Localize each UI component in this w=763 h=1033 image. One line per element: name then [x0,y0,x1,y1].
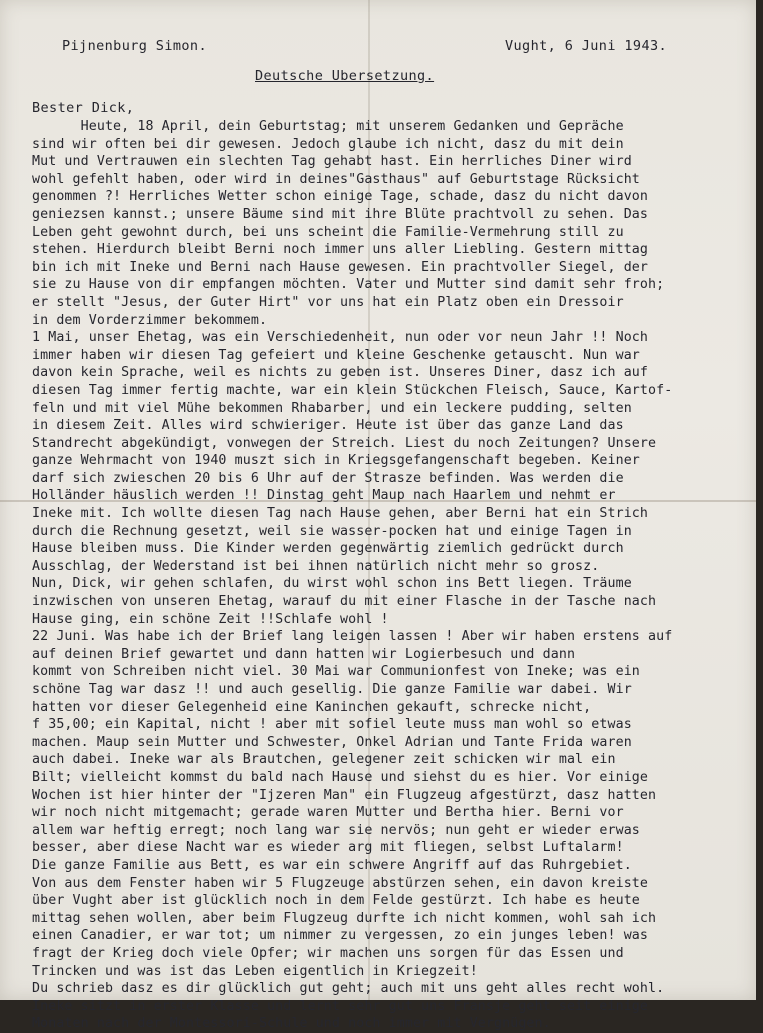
letter-line: in dem Vorderzimmer bekommem. [32,312,268,328]
letter-line: stehen. Hierdurch bleibt Berni noch immer uns aller Liebling. Gestern mittag [32,242,649,258]
letter-line: wir noch nicht mitgemacht; gerade waren Mutter und Bertha hier. Berni vor [32,805,624,821]
letter-line: hatten vor dieser Gelegenheid eine Kaninchen gekauft, schrecke nicht, [32,699,592,715]
letter-line: Holländer häuslich werden !! Dinstag geht Maup nach Haarlem und nehmt er [32,488,616,504]
letter-line: immer haben wir diesen Tag gefeiert und kleine Geschenke getauscht. Nun war [32,347,640,363]
letter-line: kommt von Schreiben nicht viel. 30 Mai war Communionfest von Ineke; was ein [32,664,640,680]
document-title: Deutsche Ubersetzung. [255,68,435,84]
letter-line: in diesem Zeit. Alles wird schwieriger. Heute ist über das ganze Land das [32,418,624,434]
letter-line: Von aus dem Fenster haben wir 5 Flugzeuge abstürzen sehen, ein davon kreiste [32,875,649,891]
letter-line: 22 Juni. Was habe ich der Brief lang leigen lassen ! Aber wir haben erstens auf [32,629,673,645]
letter-line: machen. Maup sein Mutter und Schwester, Onkel Adrian und Tante Frida waren [32,734,632,750]
letter-line: Heute, 18 April, dein Geburtstag; mit unserem Gedanken und Gepräche [32,119,624,134]
letter-line: allem war heftig erregt; noch lang war sie nervös; nun geht er wieder erwas [32,822,640,838]
letter-line: auch dabei. Ineke war als Brautchen, gelegener zeit schicken wir mal ein [32,752,616,768]
letter-line: 1 Mai, unser Ehetag, was ein Verschiedenheit, nun oder vor neun Jahr !! Noch [32,330,649,346]
letter-line: sie zu Hause von dir empfangen möchten. Vater und Mutter sind damit sehr froh; [32,277,665,293]
letter-line: auf deinen Brief gewartet und dann hatten wir Logierbesuch und dann [32,646,576,662]
letter-body [32,118,756,1033]
letter-line: Ausschlag, der Wederstand ist bei ihnen natürlich nicht mehr so grosz. [32,558,600,574]
letter-line: genommen ?! Herrliches Wetter schon einige Tage, schade, dasz du nicht davon [32,189,649,205]
letter-line: über Vught aber ist glücklich noch in dem Felde gestürzt. Ich habe es heute [32,893,640,909]
letter-line: Standrecht abgekündigt, vonwegen der Streich. Liest du noch Zeitungen? Unsere [32,435,657,451]
letter-line: Du schrieb dasz es dir glücklich gut geht; auch mit uns geht alles recht wohl. [32,981,665,997]
letter-line: er stellt "Jesus, der Guter Hirt" vor uns hat ein Platz oben ein Dressoir [32,294,624,310]
sender-name: Pijnenburg Simon. [62,38,207,54]
letter-line: sind wir often bei dir gewesen. Jedoch glaube ich nicht, dasz du mit dein [32,136,624,152]
letter-line: bin ich mit Ineke und Berni nach Hause gewesen. Ein prachtvoller Siegel, der [32,259,649,275]
letter-line: Trincken und was ist das Leben eigentlich in Kriegzeit! [32,963,478,979]
letter-line: geniezsen kannst.; unsere Bäume sind mit ihre Blüte prachtvoll zu sehen. Das [32,206,649,222]
letter-line: Mut und Vertrauwen ein slechten Tag gehabt hast. Ein herrliches Diner wird [32,154,632,170]
letter-line: besser, aber diese Nacht war es wieder arg mit fliegen, selbst Luftalarm! [32,840,624,856]
salutation: Bester Dick, [32,100,135,116]
letter-line: Ineke sitzt in erster Klasse und lernt sehr gut uns Fransje geht seit einige [32,998,649,1014]
letter-line: davon kein Sprache, weil es nichts zu geben ist. Unseres Diner, dasz ich auf [32,365,649,381]
letter-line: inzwischen von unseren Ehetag, warauf du mit einer Flasche in der Tasche nach [32,594,657,610]
letter-line: feln und mit viel Mühe bekommen Rhabarber, und ein leckere pudding, selten [32,400,632,416]
letter-line: Ineke mit. Ich wollte diesen Tag nach Hause gehen, aber Berni hat ein Strich [32,506,649,522]
letter-line: Monaten nach der Montessori-Schule und noch immer mit Vergnügen. [32,1016,551,1032]
letter-line: f 35,00; ein Kapital, nicht ! aber mit sofiel leute muss man wohl so etwas [32,717,632,733]
letter-line: Hause bleiben muss. Die Kinder werden gegenwärtig ziemlich gedrückt durch [32,541,624,557]
letter-line: einen Canadier, er war tot; um nimmer zu vergessen, zo ein junges leben! was [32,928,649,944]
letter-line: Wochen ist hier hinter der "Ijzeren Man" ein Flugzeug afgestürzt, dasz hatten [32,787,657,803]
letter-line: Nun, Dick, wir gehen schlafen, du wirst wohl schon ins Bett liegen. Träume [32,576,632,592]
letter-line: Hause ging, ein schöne Zeit !!Schlafe wohl ! [32,611,389,627]
letter-line: mittag sehen wollen, aber beim Flugzeug durfte ich nicht kommen, wohl sah ich [32,910,657,926]
letter-line: Bilt; vielleicht kommst du bald nach Hause und siehst du es hier. Vor einige [32,769,649,785]
place-date: Vught, 6 Juni 1943. [505,38,668,54]
letter-line: darf sich zwieschen 20 bis 6 Uhr auf der Strasze befinden. Was werden die [32,470,624,486]
letter-line: wohl gefehlt haben, oder wird in deines"Gasthaus" auf Geburtstage Rücksicht [32,171,640,187]
letter-line: Die ganze Familie aus Bett, es war ein schwere Angriff auf das Ruhrgebiet. [32,857,632,873]
letter-line: diesen Tag immer fertig machte, war ein klein Stückchen Fleisch, Sauce, Kartof- [32,382,673,398]
letter-line: fragt der Krieg doch viele Opfer; wir machen uns sorgen für das Essen und [32,945,624,961]
letter-line: ganze Wehrmacht von 1940 muszt sich in Kriegsgefangenschaft begeben. Keiner [32,453,640,469]
letter-line: durch die Rechnung gesetzt, weil sie wasser-pocken hat und einige Tagen in [32,523,632,539]
letter-line: Leben geht gewohnt durch, bei uns scheint die Familie-Vermehrung still zu [32,224,624,240]
letter-line: schöne Tag war dasz !! und auch gesellig. Die ganze Familie war dabei. Wir [32,682,632,697]
